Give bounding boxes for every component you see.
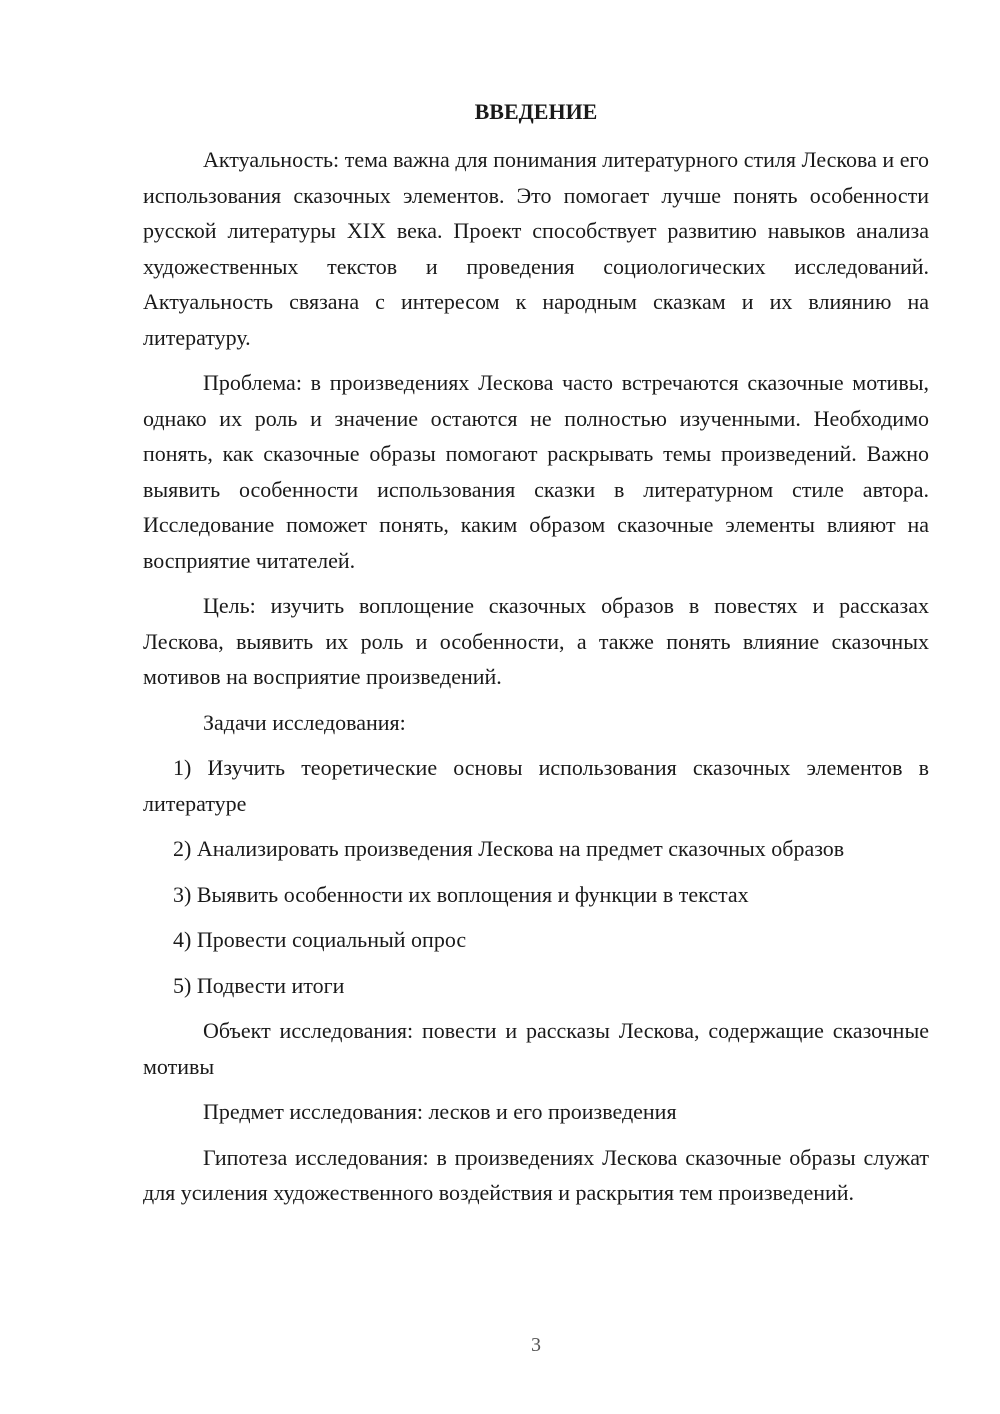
task-item: 5) Подвести итоги [173,972,345,998]
paragraph-goal: Цель: изучить воплощение сказочных образов в повестях и рассказах Лескова, выявить их роль и особенности, а также понять влияние сказочных мотивов на восприятие произведений. [143,593,929,689]
paragraph-object: Объект исследования: повести и рассказы Лескова, содержащие сказочные мотивы [143,1018,929,1079]
task-item: 4) Провести социальный опрос [173,927,467,952]
page-title: ВВЕДЕНИЕ [474,99,598,124]
page-number: 3 [531,1334,541,1356]
paragraph-problem: Проблема: в произведениях Лескова часто встречаются сказочные мотивы, однако их роль и значение остаются не полностью изученными. Необходимо понять, как сказочные образы помогают раскрывать темы произведений. Важно выявить особенности использования сказки в литературном стиле автора. Исследование поможет понять, каким образом сказочные элементы влияют на восприятие читателей. [143,370,929,573]
paragraph-hypothesis: Гипотеза исследования: в произведениях Лескова сказочные образы служат для усиления художественного воздействия и раскрытия тем произведений. [143,1144,929,1205]
task-item: 2) Анализировать произведения Лескова на предмет сказочных образов [173,836,845,861]
document-body [143,142,929,1221]
task-item: 1) Изучить теоретические основы использования сказочных элементов в литературе [143,755,929,816]
tasks-heading: Задачи исследования: [203,709,406,735]
paragraph-subject: Предмет исследования: лесков и его произведения [203,1099,677,1124]
paragraph-relevance: Актуальность: тема важна для понимания литературного стиля Лескова и его использования сказочных элементов. Это помогает лучше понять особенности русской литературы XIX века. Проект способствует развитию навыков анализа художественных текстов и проведения социологических исследований. Актуальность связана с интересом к народным сказкам и их влиянию на литературу. [143,147,929,350]
task-item: 3) Выявить особенности их воплощения и функции в текстах [173,881,749,907]
